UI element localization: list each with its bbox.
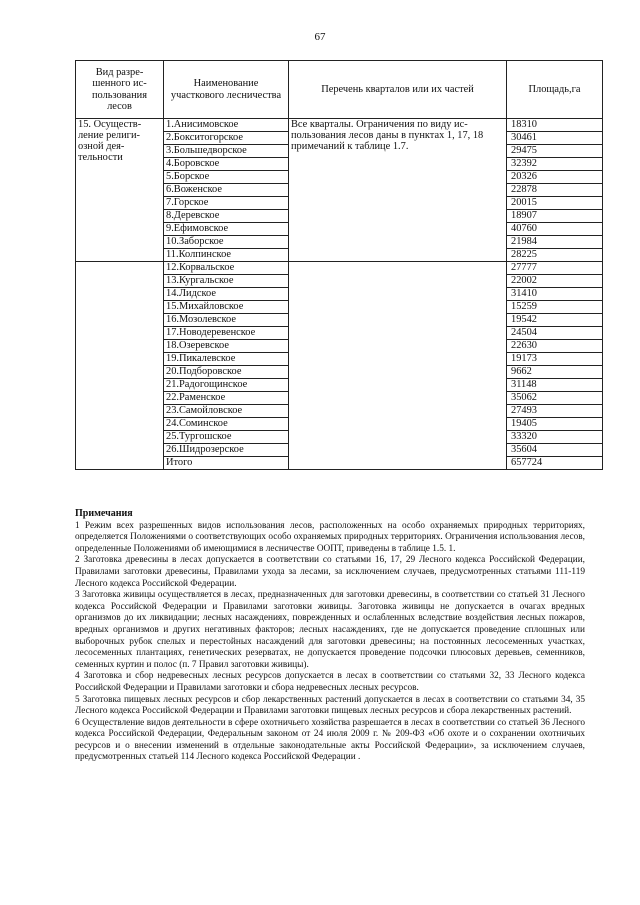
total-value: 657724	[507, 457, 603, 470]
district-name-cell: 14.Лидское	[164, 288, 289, 301]
notes-section	[75, 508, 585, 764]
district-name-cell: 18.Озеревское	[164, 340, 289, 353]
area-cell: 40760	[507, 223, 603, 236]
note-item: 6 Осуществление видов деятельности в сфере охотничьего хозяйства разрешается в лесах в соответствии со статьей 36 Лесного кодекса Российской Федерации, Федеральным законом от 24 июля 2009 г. № 209-ФЗ «Об охоте и о сохранении охотничьих ресурсов и о внесении изменений в отдельные законодательные акты Российской Федерации», за исключением случаев, предусмотренных статьей 114 Лесного кодекса Российской Федерации .	[75, 717, 585, 763]
quarters-cell: Все кварталы. Ограничения по виду ис-пользования лесов даны в пунктах 1, 17, 18 примечаний к таблице 1.7.	[289, 119, 507, 262]
area-cell: 32392	[507, 158, 603, 171]
area-cell: 22002	[507, 275, 603, 288]
district-name-cell: 7.Горское	[164, 197, 289, 210]
use-type-cell-continued	[76, 262, 164, 470]
district-name-cell: 9.Ефимовское	[164, 223, 289, 236]
note-item: 4 Заготовка и сбор недревесных лесных ресурсов допускается в лесах в соответствии со статьями 32, 33 Лесного кодекса Российской Федерации и Правилами заготовки и сбора недревесных лесных ресурсов.	[75, 671, 585, 693]
district-name-cell: 4.Боровское	[164, 158, 289, 171]
district-name-cell: 17.Новодеревенское	[164, 327, 289, 340]
notes-title: Примечания	[75, 508, 133, 519]
district-name-cell: 19.Пикалевское	[164, 353, 289, 366]
area-cell: 19405	[507, 418, 603, 431]
district-name-cell: 15.Михайловское	[164, 301, 289, 314]
district-name-cell: 24.Соминское	[164, 418, 289, 431]
area-cell: 20326	[507, 171, 603, 184]
district-name-cell: 3.Большедворское	[164, 145, 289, 158]
header-use-type: Вид разре-шенного ис-пользования лесов	[76, 61, 164, 119]
notes-list	[75, 521, 585, 764]
note-item: 1 Режим всех разрешенных видов использования лесов, расположенных на особо охраняемых природных территориях, определяется Положениями о соответствующих особо охраняемых природных территориях. Ограничения использования лесов, определенные Положениями об имеющимися в лесничестве ООПТ, приведены в таблице 1.5. 1.	[75, 520, 585, 554]
area-cell: 21984	[507, 236, 603, 249]
district-name-cell: 12.Корвальское	[164, 262, 289, 275]
area-cell: 18907	[507, 210, 603, 223]
district-name-cell: 2.Бокситогорское	[164, 132, 289, 145]
forest-use-table	[75, 60, 603, 470]
area-cell: 28225	[507, 249, 603, 262]
header-area: Площадь,га	[507, 61, 603, 119]
area-cell: 35604	[507, 444, 603, 457]
district-name-cell: 1.Анисимовское	[164, 119, 289, 132]
area-cell: 18310	[507, 119, 603, 132]
district-name-cell: 8.Деревское	[164, 210, 289, 223]
header-quarters: Перечень кварталов или их частей	[289, 61, 507, 119]
quarters-cell-continued	[289, 262, 507, 470]
district-name-cell: 20.Подборовское	[164, 366, 289, 379]
district-name-cell: 6.Воженское	[164, 184, 289, 197]
district-name-cell: 25.Тургошское	[164, 431, 289, 444]
area-cell: 30461	[507, 132, 603, 145]
area-cell: 31148	[507, 379, 603, 392]
district-name-cell: 10.Заборское	[164, 236, 289, 249]
area-cell: 24504	[507, 327, 603, 340]
district-name-cell: 11.Колпинское	[164, 249, 289, 262]
area-cell: 22878	[507, 184, 603, 197]
table-row	[76, 119, 603, 132]
use-type-cell: 15. Осуществ-ление религи-озной дея-тельности	[76, 119, 164, 262]
area-cell: 33320	[507, 431, 603, 444]
area-cell: 19542	[507, 314, 603, 327]
area-cell: 27493	[507, 405, 603, 418]
district-name-cell: 5.Борское	[164, 171, 289, 184]
area-cell: 29475	[507, 145, 603, 158]
table-header-row	[76, 61, 603, 119]
area-cell: 20015	[507, 197, 603, 210]
district-name-cell: 13.Кургальское	[164, 275, 289, 288]
note-item: 3 Заготовка живицы осуществляется в лесах, предназначенных для заготовки древесины, в соответствии со статьей 31 Лесного кодекса Российской Федерации и Правилами заготовки живицы. Заготовка живицы не допускается в очагах вредных организмов до их ликвидации; лесных насаждениях, поврежденных и ослабленных вследствие воздействия лесных пожаров, вредных организмов и других негативных факторов; лесных насаждениях, где не допускается проведение сплошных или выборочных рубок спелых и перестойных насаждений для заготовки древесины; на постоянных лесосеменных участках, лесосеменных плантациях, генетических резерватах, не допускается проведение подсочки плюсовых деревьев, семенников, семенных куртин и полос (п. 7 Правил заготовки живицы).	[75, 590, 585, 670]
header-district: Наименование участкового лесничества	[164, 61, 289, 119]
area-cell: 27777	[507, 262, 603, 275]
district-name-cell: 26.Шидрозерское	[164, 444, 289, 457]
total-label: Итого	[164, 457, 289, 470]
area-cell: 9662	[507, 366, 603, 379]
note-item: 2 Заготовка древесины в лесах допускается в соответствии со статьями 16, 17, 29 Лесного кодекса Российской Федерации, Правилами заготовки древесины, Правилами ухода за лесами, за исключением случаев, предусмотренных статьями 111-119 Лесного кодекса Российской Федерации.	[75, 555, 585, 589]
area-cell: 15259	[507, 301, 603, 314]
district-name-cell: 22.Раменское	[164, 392, 289, 405]
area-cell: 19173	[507, 353, 603, 366]
table-row	[76, 262, 603, 275]
area-cell: 31410	[507, 288, 603, 301]
page-number: 67	[314, 31, 326, 43]
area-cell: 35062	[507, 392, 603, 405]
district-name-cell: 21.Радогощинское	[164, 379, 289, 392]
area-cell: 22630	[507, 340, 603, 353]
district-name-cell: 23.Самойловское	[164, 405, 289, 418]
note-item: 5 Заготовка пищевых лесных ресурсов и сбор лекарственных растений допускается в лесах в соответствии со статьями 34, 35 Лесного кодекса Российской Федерации и Правилами заготовки пищевых лесных ресурсов и сбора лекарственных растений.	[75, 694, 585, 717]
district-name-cell: 16.Мозолевское	[164, 314, 289, 327]
